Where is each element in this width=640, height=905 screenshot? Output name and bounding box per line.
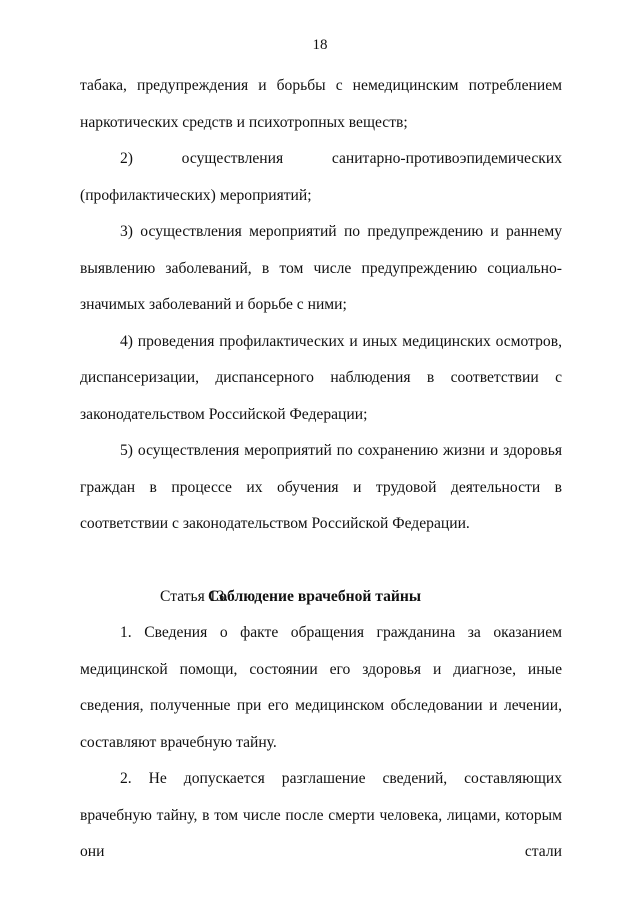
list-item-2: 2) осуществления санитарно-противоэпидемических (профилактических) мероприятий; xyxy=(80,150,562,204)
article-number: Статья 13. xyxy=(160,587,229,605)
article-heading xyxy=(80,579,562,616)
article-paragraph-2: 2. Не допускается разглашение сведений, составляющих врачебную тайну, в том числе после смерти человека, лицами, которым они стали xyxy=(80,770,562,860)
document-body xyxy=(80,68,562,871)
article-title: Соблюдение врачебной тайны xyxy=(208,587,422,605)
list-item-5: 5) осуществления мероприятий по сохранению жизни и здоровья граждан в процессе их обучения и трудовой деятельности в соответствии с законодательством Российской Федерации. xyxy=(80,442,562,532)
list-item-3: 3) осуществления мероприятий по предупреждению и раннему выявлению заболеваний, в том числе предупреждению социально-значимых заболеваний и борьбе с ними; xyxy=(80,223,562,313)
page-number: 18 xyxy=(312,37,328,53)
article-paragraph-1: 1. Сведения о факте обращения гражданина за оказанием медицинской помощи, состоянии его здоровья и диагнозе, иные сведения, полученные при его медицинском обследовании и лечении, составляют врачебную тайну. xyxy=(80,624,562,751)
paragraph-continuation: табака, предупреждения и борьбы с немедицинским потреблением наркотических средств и психотропных веществ; xyxy=(80,77,562,131)
list-item-4: 4) проведения профилактических и иных медицинских осмотров, диспансеризации, диспансерного наблюдения в соответствии с законодательством Российской Федерации; xyxy=(80,332,562,423)
